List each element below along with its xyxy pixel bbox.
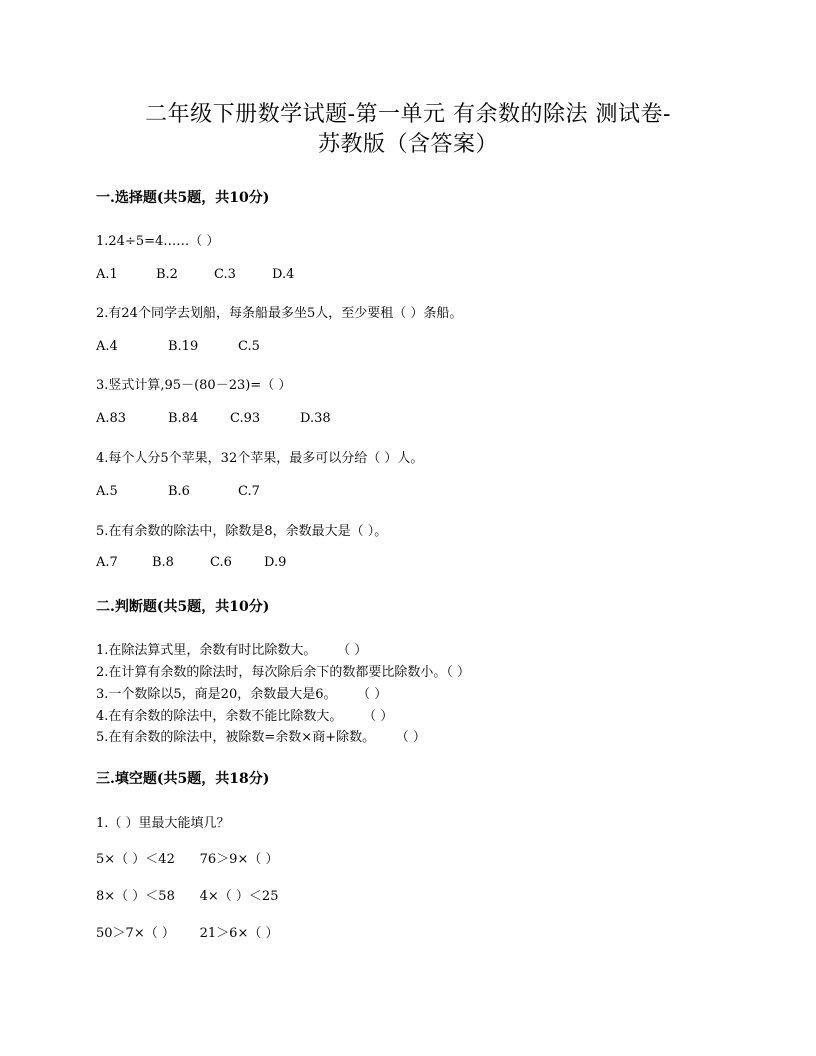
option: C.6	[210, 555, 232, 570]
option: B.6	[168, 484, 190, 499]
option: A.1	[96, 267, 118, 282]
question-text: 1.24÷5=4……（ ）	[96, 234, 220, 249]
option: D.4	[272, 267, 295, 282]
question-text: 3.竖式计算,95－(80－23)=（ ）	[96, 378, 292, 393]
judge-item: 1.在除法算式里，余数有时比除数大。 （ ）	[96, 643, 368, 658]
judge-item: 2.在计算有余数的除法时，每次除后余下的数都要比除数小。（ ）	[96, 665, 471, 680]
question-text: 5.在有余数的除法中，除数是8，余数最大是（ ）。	[96, 524, 388, 539]
option: B.84	[168, 411, 199, 426]
judge-item: 5.在有余数的除法中，被除数=余数×商+除数。 （ ）	[96, 730, 426, 745]
fill-row: 50＞7×（ ） 21＞6×（ ）	[96, 926, 279, 941]
option: C.93	[230, 411, 261, 426]
section-heading-judge: 二.判断题(共5题，共10分)	[96, 599, 270, 615]
option: A.83	[96, 411, 127, 426]
document-title-line2: 苏教版（含答案）	[317, 132, 498, 157]
option: B.8	[152, 555, 174, 570]
option: C.3	[214, 267, 236, 282]
fill-row: 5×（ ）＜42 76＞9×（ ）	[96, 852, 279, 867]
option: D.9	[264, 555, 287, 570]
option: A.5	[96, 484, 118, 499]
judge-item: 3.一个数除以5，商是20，余数最大是6。 （ ）	[96, 687, 388, 702]
option: C.5	[238, 339, 260, 354]
question-text: 4.每个人分5个苹果，32个苹果，最多可以分给（ ）人。	[96, 451, 424, 466]
option: D.38	[300, 411, 331, 426]
judge-item: 4.在有余数的除法中，余数不能比除数大。 （ ）	[96, 709, 394, 724]
fill-row: 8×（ ）＜58 4×（ ）＜25	[96, 889, 279, 904]
section-heading-choice: 一.选择题(共5题，共10分)	[96, 190, 270, 206]
section-heading-fill: 三.填空题(共5题，共18分)	[96, 771, 270, 787]
option: A.4	[96, 339, 118, 354]
fill-question: 1.（ ）里最大能填几？	[96, 816, 230, 831]
option: B.2	[156, 267, 178, 282]
option: C.7	[238, 484, 260, 499]
option: A.7	[96, 555, 118, 570]
question-text: 2.有24个同学去划船，每条船最多坐5人，至少要租（ ）条船。	[96, 306, 463, 321]
document-title-line1: 二年级下册数学试题-第一单元 有余数的除法 测试卷-	[145, 102, 671, 127]
option: B.19	[168, 339, 199, 354]
